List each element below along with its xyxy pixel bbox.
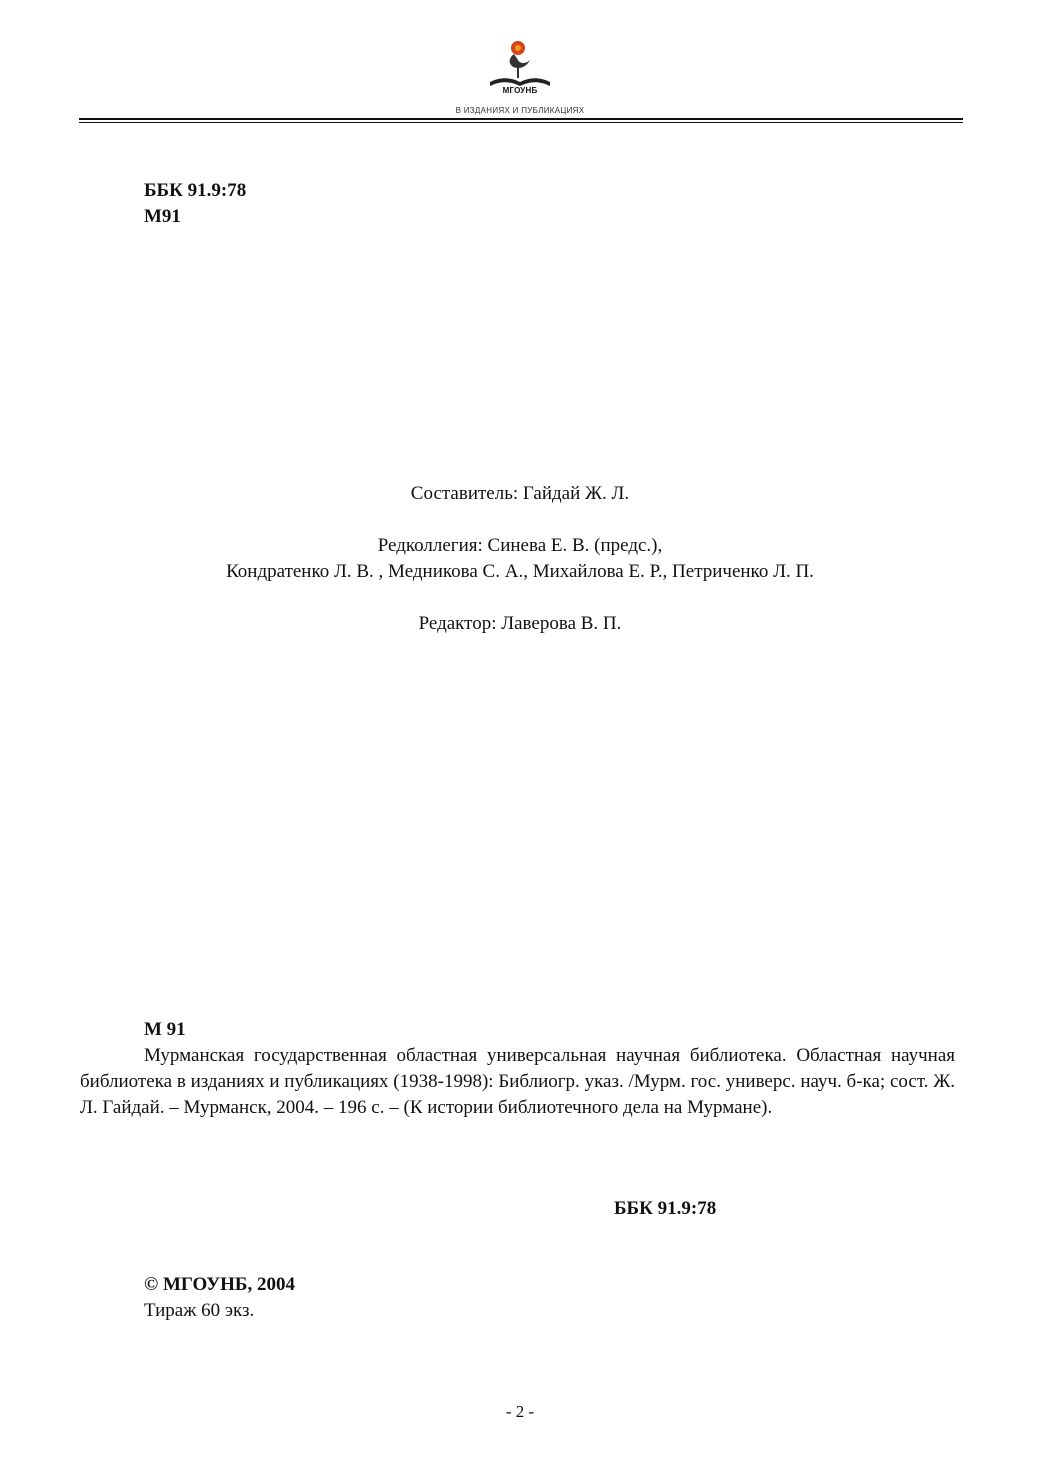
logo-caption: МГОУНБ	[502, 86, 538, 95]
compiler-credit: Составитель: Гайдай Ж. Л.	[410, 483, 630, 504]
catalog-mark: М 91	[144, 1019, 186, 1040]
page-number: - 2 -	[505, 1402, 535, 1421]
editorial-board-line2: Кондратенко Л. В. , Медникова С. А., Михайлова Е. Р., Петриченко Л. П.	[226, 561, 814, 582]
header-tagline: В ИЗДАНИЯХ И ПУБЛИКАЦИЯХ	[455, 106, 585, 115]
print-run: Тираж 60 экз.	[144, 1300, 255, 1321]
bbk-index: ББК 91.9:78	[144, 180, 247, 201]
author-mark: М91	[144, 206, 181, 227]
logo-book	[490, 78, 550, 86]
header-rule-thin	[79, 122, 963, 123]
copyright: © МГОУНБ, 2004	[144, 1274, 295, 1295]
header-rule	[79, 118, 963, 120]
catalog-description: Мурманская государственная областная универсальная научная библиотека. Областная научная библиотека в изданиях и публикациях (1938-1998): Библиогр. указ. /Мурм. гос. универс. науч. б-ка; сост. Ж. Л. Гайдай. – Мурманск, 2004. – 196 с. – (К истории библиотечного дела на Мурмане).	[80, 1045, 955, 1118]
editorial-board-line1: Редколлегия: Синева Е. В. (предс.),	[377, 535, 663, 556]
editor-credit: Редактор: Лаверова В. П.	[418, 613, 622, 634]
logo-bird	[510, 54, 530, 68]
catalog-bbk: ББК 91.9:78	[614, 1198, 717, 1219]
